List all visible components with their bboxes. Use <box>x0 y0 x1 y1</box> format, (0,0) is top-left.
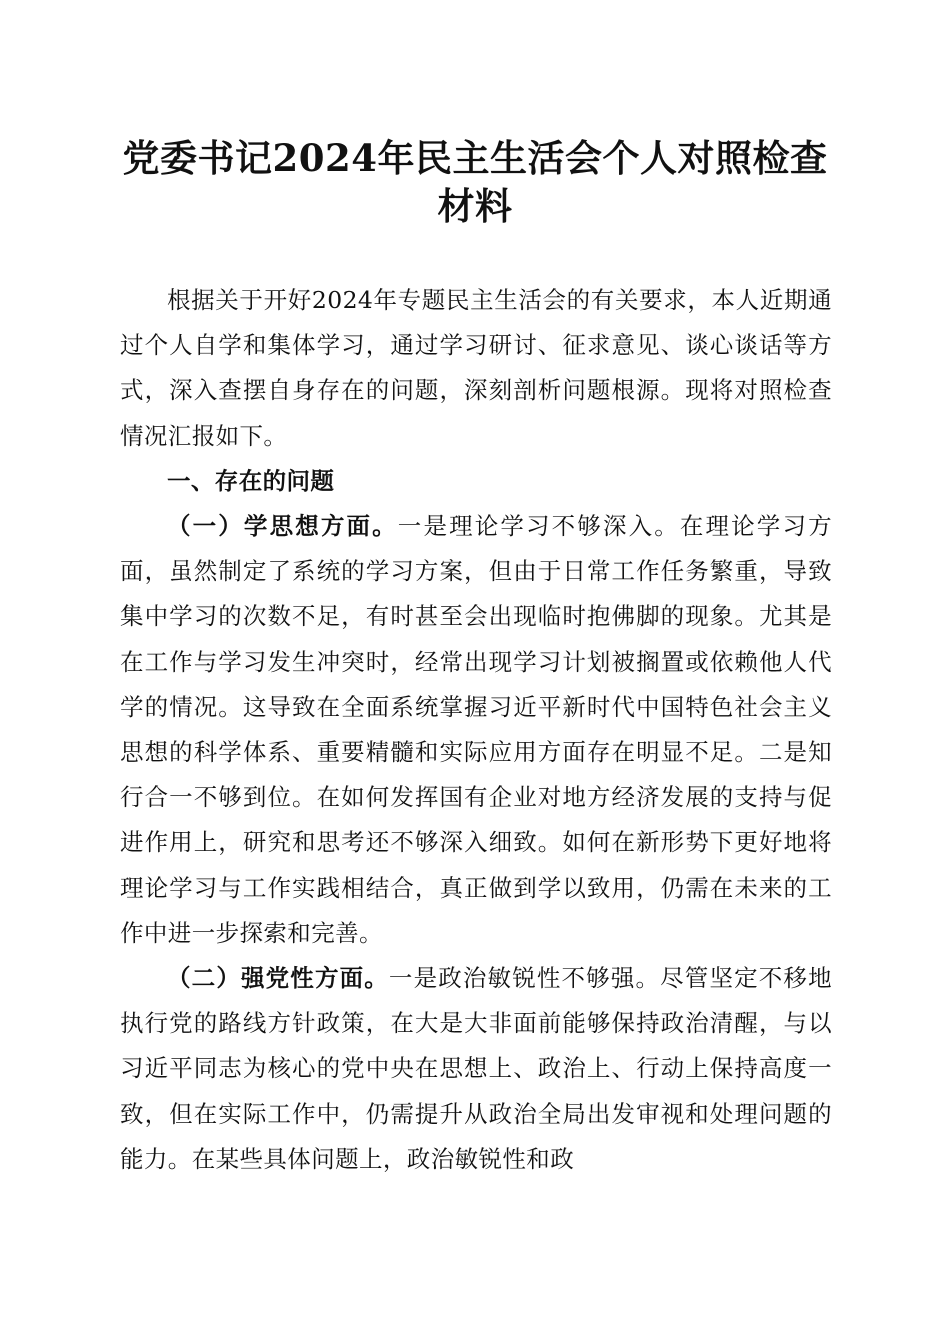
subsection-study-thought <box>120 504 832 956</box>
subsection-text-study-thought: 一是理论学习不够深入。在理论学习方面，虽然制定了系统的学习方案，但由于日常工作任务繁重，导致集中学习的次数不足，有时甚至会出现临时抱佛脚的现象。尤其是在工作与学习发生冲突时，经常出现学习计划被搁置或依赖他人代学的情况。这导致在全面系统掌握习近平新时代中国特色社会主义思想的科学体系、重要精髓和实际应用方面存在明显不足。二是知行合一不够到位。在如何发挥国有企业对地方经济发展的支持与促进作用上，研究和思考还不够深入细致。如何在新形势下更好地将理论学习与工作实践相结合，真正做到学以致用，仍需在未来的工作中进一步探索和完善。 <box>120 512 832 947</box>
subsection-lead-study-thought: （一）学思想方面。 <box>167 512 398 541</box>
document-body <box>120 278 832 1182</box>
document-title: 党委书记2024年民主生活会个人对照检查材料 <box>122 136 828 228</box>
subsection-party-spirit <box>120 956 832 1182</box>
intro-paragraph: 根据关于开好2024年专题民主生活会的有关要求，本人近期通过个人自学和集体学习，通过学习研讨、征求意见、谈心谈话等方式，深入查摆自身存在的问题，深刻剖析问题根源。现将对照检查情况汇报如下。 <box>120 286 832 450</box>
subsection-text-party-spirit: 一是政治敏锐性不够强。尽管坚定不移地执行党的路线方针政策，在大是大非面前能够保持政治清醒，与以习近平同志为核心的党中央在思想上、政治上、行动上保持高度一致，但在实际工作中，仍需提升从政治全局出发审视和处理问题的能力。在某些具体问题上，政治敏锐性和政 <box>120 964 832 1173</box>
section-heading-problems: 一、存在的问题 <box>167 466 335 495</box>
subsection-lead-party-spirit: （二）强党性方面。 <box>167 964 389 993</box>
